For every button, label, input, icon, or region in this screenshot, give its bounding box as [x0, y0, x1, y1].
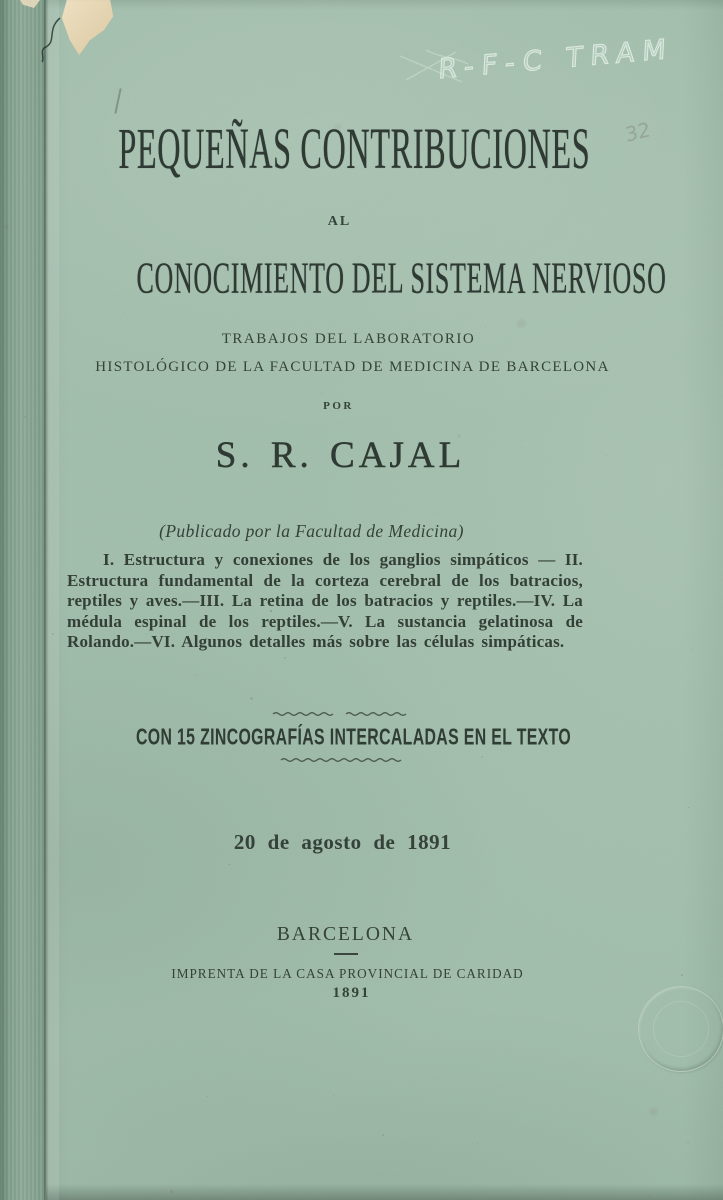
- city-divider-rule: [0, 953, 707, 955]
- pencil-number: 32: [623, 116, 652, 148]
- publication-year: 1891: [332, 985, 371, 1001]
- title-connector: AL: [327, 214, 352, 229]
- publication-date: 20 de agosto de 1891: [233, 830, 452, 854]
- main-title-line2: CONOCIMIENTO DEL SISTEMA NERVIOSO: [136, 252, 667, 303]
- subtitle-line2: HISTOLÓGICO DE LA FACULTAD DE MEDICINA DE BARCELONA: [95, 359, 610, 375]
- contents-summary: I. Estructura y conexiones de los ganglios simpáticos — II. Estructura fundamental de la corteza cerebral de los batracios, reptiles y aves.—III. La retina de los batracios y reptiles.—IV. La médula espinal de los reptiles.—V. La sustancia gelatinosa de Rolando.—VI. Algunos detalles más sobre las células simpáticas.: [67, 550, 583, 652]
- pencil-inscription: R-F-C TRAM: [437, 33, 675, 86]
- embossed-seal: [638, 986, 723, 1072]
- subtitle-line1: TRABAJOS DEL LABORATORIO: [221, 331, 476, 347]
- illustrations-note: CON 15 ZINCOGRAFÍAS INTERCALADAS EN EL TEXTO: [135, 723, 572, 750]
- printer-imprint: IMPRENTA DE LA CASA PROVINCIAL DE CARIDAD: [171, 966, 524, 981]
- published-note: (Publicado por la Facultad de Medicina): [159, 521, 464, 541]
- byline-prefix: POR: [323, 400, 354, 412]
- city-name: BARCELONA: [276, 924, 415, 945]
- wavy-rule-bottom: [0, 756, 706, 764]
- wavy-rule-top: [0, 710, 706, 718]
- author-name: S. R. CAJAL: [215, 435, 466, 476]
- main-title-line1: PEQUEÑAS CONTRIBUCIONES: [118, 117, 591, 182]
